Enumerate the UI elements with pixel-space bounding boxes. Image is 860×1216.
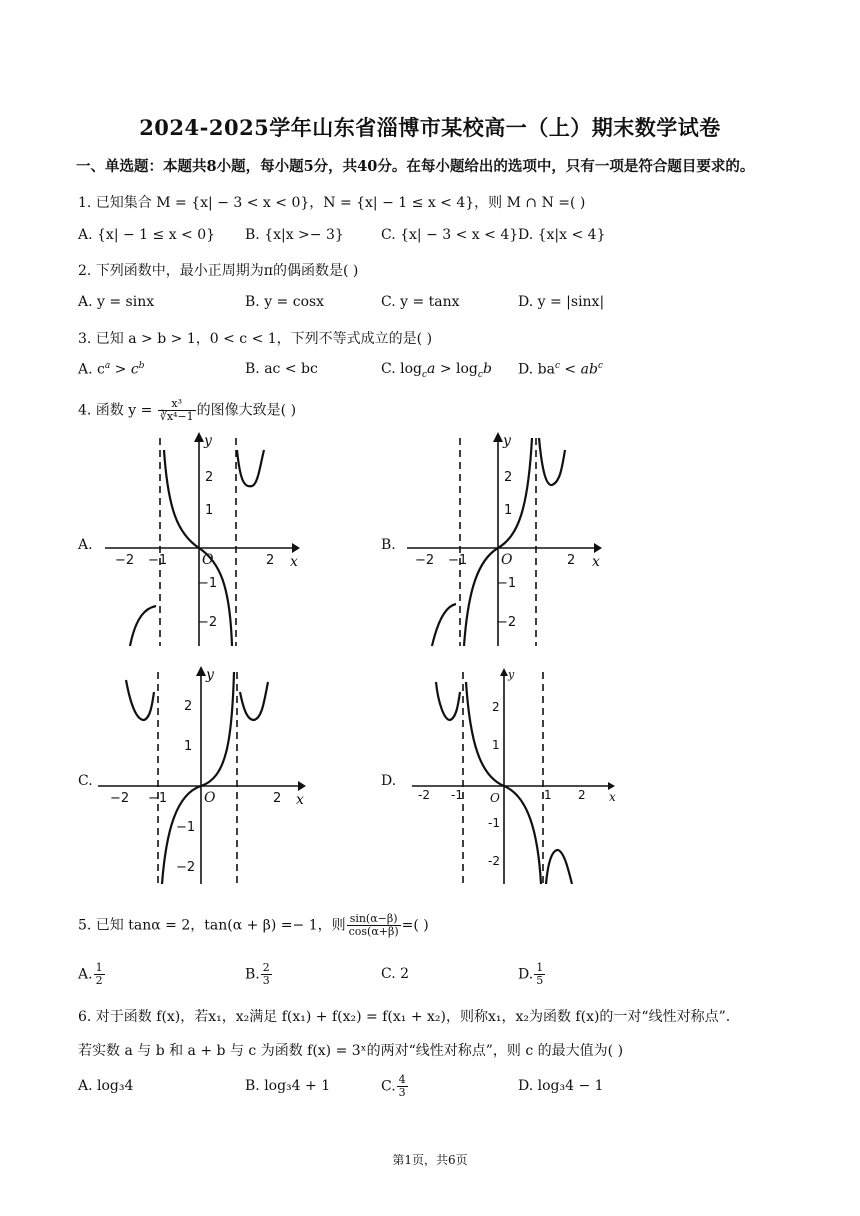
- graph-b: [402, 430, 602, 650]
- graph-c: [96, 662, 306, 887]
- page-title: 2024-2025学年山东省淄博市某校高一（上）期末数学试卷: [139, 115, 721, 140]
- q5-fraction: $\frac{\sin(\alpha-\beta)}{\cos(\alpha+\beta)}$: [348, 912, 399, 938]
- svg-text:−2: −2: [497, 615, 517, 630]
- q6-option-d: D. log₃4 − 1: [518, 1078, 604, 1094]
- svg-text:-2: -2: [418, 788, 430, 802]
- question-6-stem-line1: 6. 对于函数 f(x)，若x₁，x₂满足 f(x₁) + f(x₂) = f(x₁ + x₂)，则称x₁，x₂为函数 f(x)的一对“线性对称点”.: [78, 1009, 731, 1025]
- question-3-stem: 3. 已知 a > b > 1，0 < c < 1，下列不等式成立的是( ): [78, 331, 433, 347]
- svg-text:x: x: [609, 790, 616, 804]
- q3-option-d: D. $ba^c < ab^c$: [518, 361, 603, 378]
- svg-text:1: 1: [205, 503, 214, 518]
- q2-option-b: B. y = cosx: [245, 294, 325, 310]
- question-2-stem: 2. 下列函数中，最小正周期为π的偶函数是( ): [78, 263, 359, 279]
- q2-option-a: A. y = sinx: [78, 294, 155, 310]
- q1-option-c: C. {x| − 3 < x < 4}: [381, 227, 519, 243]
- svg-text:1: 1: [184, 739, 193, 754]
- q2-option-c: C. y = tanx: [381, 294, 460, 310]
- q5-option-c: C. 2: [381, 966, 410, 982]
- q3-option-b: B. ac < bc: [245, 361, 318, 377]
- section-heading: 一、单选题：本题共8小题，每小题5分，共40分。在每小题给出的选项中，只有一项是符合题目要求的。: [76, 158, 755, 175]
- q4-fraction: $\frac{\text{x³}}{\text{∛x⁴−1}}$: [159, 397, 194, 423]
- graph-c-label: C.: [78, 773, 93, 789]
- svg-text:2: 2: [184, 699, 193, 714]
- svg-text:2: 2: [567, 553, 576, 568]
- q6-option-c: C. $\frac{4}{3}$: [381, 1073, 406, 1099]
- q6-option-a: A. log₃4: [78, 1078, 134, 1094]
- svg-text:-1: -1: [488, 816, 500, 830]
- q1-option-a: A. {x| − 1 ≤ x < 0}: [78, 227, 216, 243]
- svg-text:−2: −2: [198, 615, 218, 630]
- q2-option-d: D. y = |sinx|: [518, 294, 605, 310]
- question-4-stem: 4. 函数 y = $\frac{\text{x³}}{\text{∛x⁴−1}}$ 的图像大致是( ): [78, 397, 297, 423]
- svg-text:-2: -2: [488, 854, 500, 868]
- graph-c-origin: O: [204, 790, 216, 806]
- q5-option-b: B. $\frac{2}{3}$: [245, 961, 270, 987]
- svg-text:2: 2: [273, 791, 282, 806]
- svg-text:−2: −2: [176, 860, 196, 875]
- q5-option-a: A. $\frac{1}{2}$: [78, 961, 103, 987]
- svg-text:−1: −1: [148, 553, 168, 568]
- svg-text:−2: −2: [415, 553, 435, 568]
- graph-d-origin: O: [490, 791, 500, 805]
- svg-text:y: y: [503, 433, 511, 449]
- svg-text:−1: −1: [448, 553, 468, 568]
- graph-a-label: A.: [78, 537, 93, 553]
- question-1-stem: 1. 已知集合 M = {x| − 3 < x < 0}，N = {x| − 1 ≤ x < 4}，则 M ∩ N =( ): [78, 195, 586, 211]
- graph-a-y-label: y: [204, 433, 212, 449]
- svg-text:1: 1: [492, 738, 500, 752]
- svg-text:x: x: [290, 554, 298, 570]
- svg-text:-1: -1: [451, 788, 463, 802]
- svg-text:−1: −1: [497, 576, 517, 591]
- svg-text:2: 2: [504, 470, 513, 485]
- svg-text:x: x: [296, 792, 304, 808]
- svg-text:1: 1: [544, 788, 552, 802]
- graph-b-label: B.: [381, 537, 396, 553]
- q3-option-a: A. $c^a > c^b$: [78, 361, 145, 378]
- q1-option-b: B. {x|x >− 3}: [245, 227, 344, 243]
- q6-option-b: B. log₃4 + 1: [245, 1078, 331, 1094]
- svg-text:x: x: [592, 554, 600, 570]
- question-6-stem-line2: 若实数 a 与 b 和 a + b 与 c 为函数 f(x) = 3ˣ的两对“线性对称点”，则 c 的最大值为( ): [78, 1043, 624, 1059]
- graph-a: [100, 430, 300, 650]
- q5-option-d: D. $\frac{1}{5}$: [518, 961, 544, 987]
- svg-text:y: y: [508, 668, 515, 681]
- svg-text:−1: −1: [198, 576, 218, 591]
- graph-b-origin: O: [501, 552, 513, 568]
- svg-text:2: 2: [266, 553, 275, 568]
- svg-text:−1: −1: [148, 791, 168, 806]
- graph-d-label: D.: [381, 773, 397, 789]
- svg-text:2: 2: [205, 470, 214, 485]
- q1-option-d: D. {x|x < 4}: [518, 227, 606, 243]
- page-footer: 第1页，共6页: [392, 1153, 468, 1167]
- q3-option-c: C. $\log_ca > \log_cb$: [381, 361, 492, 380]
- svg-text:2: 2: [492, 700, 500, 714]
- svg-text:−2: −2: [110, 791, 130, 806]
- svg-text:1: 1: [504, 503, 513, 518]
- svg-text:y: y: [206, 667, 214, 683]
- graph-d: [408, 662, 618, 887]
- svg-text:−1: −1: [176, 820, 196, 835]
- graph-a-origin: O: [202, 552, 214, 568]
- svg-text:2: 2: [578, 788, 586, 802]
- question-5-stem: 5. 已知 tanα = 2，tan(α + β) =− 1，则 $\frac{\sin(\alpha-\beta)}{\cos(\alpha+\beta)}$ =( ): [78, 912, 429, 938]
- svg-text:−2: −2: [115, 553, 135, 568]
